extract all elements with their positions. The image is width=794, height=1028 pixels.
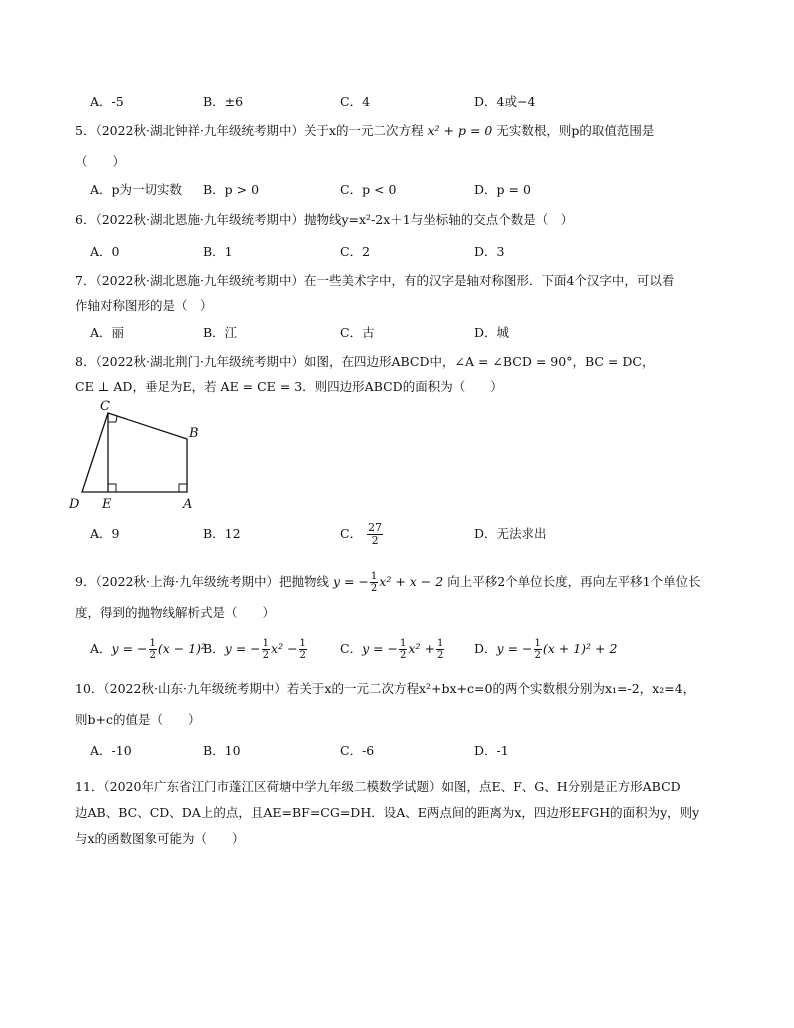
option-eq-prefix: y = − [496, 641, 533, 656]
q8-option-b[interactable]: B．12 [203, 526, 241, 541]
q7-stem-line1: 7．（2022秋·湖北恩施·九年级统考期中）在一些美术字中，有的汉字是轴对称图形．下面4个汉字中，可以看 [75, 273, 675, 288]
label-a: A [183, 497, 193, 512]
q5-stem [75, 123, 654, 139]
fraction-denominator: 2 [262, 650, 270, 661]
option-eq-suffix: (x + 1)² + 2 [542, 641, 618, 656]
quadrilateral-abcd [82, 413, 187, 492]
q7-option-a[interactable]: A．丽 [90, 325, 125, 340]
option-fraction-2 [299, 638, 307, 661]
fraction-denominator: 2 [149, 650, 156, 661]
q9-eq-prefix: y = − [332, 574, 369, 589]
q8-option-c-fraction [367, 522, 383, 547]
fraction-numerator: 1 [534, 638, 541, 649]
q9-option-a[interactable] [90, 634, 206, 664]
option-fraction-2 [436, 638, 444, 661]
q7-option-b[interactable]: B．江 [203, 325, 238, 340]
option-label: D． [474, 641, 497, 656]
fraction-numerator: 1 [400, 638, 407, 649]
option-eq-suffix: x² − [271, 641, 298, 656]
q4-option-b[interactable]: B．±6 [203, 94, 244, 109]
q5-stem-text: 5．（2022秋·湖北钟祥·九年级统考期中）关于x的一元二次方程 [75, 123, 424, 138]
label-c: C [100, 399, 110, 414]
q7-stem-line2: 作轴对称图形的是（ ） [75, 298, 213, 313]
q8-stem-line1: 8．（2022秋·湖北荆门·九年级统考期中）如图，在四边形ABCD中，∠A = ∠BCD = 90°，BC = DC， [75, 354, 655, 369]
fraction-numerator: 1 [436, 638, 444, 649]
option-fraction [534, 638, 542, 661]
fraction-numerator: 27 [368, 521, 383, 534]
option-label: C． [340, 641, 363, 656]
q5-option-a[interactable]: A．p为一切实数 [90, 182, 183, 197]
q9-eq-fraction [370, 571, 378, 594]
q4-option-c[interactable]: C．4 [340, 94, 371, 109]
q5-stem-tail: 无实数根，则p的取值范围是 [496, 123, 655, 138]
q6-option-a[interactable]: A．0 [90, 244, 120, 259]
q7-option-c[interactable]: C．古 [340, 325, 375, 340]
q8-option-c[interactable] [340, 517, 384, 551]
q9-stem-line2: 度，得到的抛物线解析式是（ ） [75, 605, 276, 620]
q8-option-c-label: C． [340, 526, 363, 541]
q8-option-a[interactable]: A．9 [90, 526, 120, 541]
q6-stem: 6．（2022秋·湖北恩施·九年级统考期中）抛物线y=x²-2x＋1与坐标轴的交点个数是（ ） [75, 212, 574, 227]
fraction-denominator: 2 [534, 650, 541, 661]
q6-option-c[interactable]: C．2 [340, 244, 371, 259]
q4-option-d[interactable]: D．4或−4 [474, 94, 536, 109]
fraction-numerator: 1 [299, 638, 306, 649]
fraction-denominator: 2 [299, 650, 306, 661]
q11-stem-line2: 边AB、BC、CD、DA上的点，且AE=BF=CG=DH．设A、E两点间的距离为x，四边形EFGH的面积为y，则y [75, 805, 700, 820]
option-eq-prefix: y = − [224, 641, 261, 656]
option-eq-prefix: y = − [362, 641, 399, 656]
q11-stem-line1: 11．（2020年广东省江门市蓬江区荷塘中学九年级二模数学试题）如图，点E、F、G、H分别是正方形ABCD [75, 779, 681, 794]
q9-option-d[interactable] [474, 634, 617, 664]
q10-option-b[interactable]: B．10 [203, 743, 241, 758]
option-label: A． [90, 641, 112, 656]
q5-answer-blank: （ ） [75, 154, 126, 169]
q4-option-a[interactable]: A．-5 [90, 94, 124, 109]
q11-stem-line3: 与x的函数图象可能为（ ） [75, 831, 245, 846]
q10-option-c[interactable]: C．-6 [340, 743, 375, 758]
q8-stem-line2: CE ⊥ AD，垂足为E，若 AE = CE = 3．则四边形ABCD的面积为（ ） [75, 379, 503, 394]
fraction-numerator: 1 [262, 638, 270, 649]
label-b: B [189, 426, 199, 441]
q5-option-c[interactable]: C．p < 0 [340, 182, 397, 197]
q7-option-d[interactable]: D．城 [474, 325, 510, 340]
option-eq-suffix: (x − 1)² [157, 641, 207, 656]
option-label: B． [203, 641, 225, 656]
q10-option-d[interactable]: D．-1 [474, 743, 509, 758]
right-angle-e [108, 484, 116, 492]
option-fraction [262, 638, 270, 661]
q9-option-b[interactable] [203, 634, 308, 664]
fraction-denominator: 2 [436, 650, 444, 661]
q10-option-a[interactable]: A．-10 [90, 743, 132, 758]
option-eq-suffix: x² + [408, 641, 435, 656]
fraction-denominator: 2 [370, 583, 378, 594]
fraction-numerator: 1 [149, 638, 156, 649]
q10-stem-line1: 10．（2022秋·山东·九年级统考期中）若关于x的一元二次方程x²+bx+c=0的两个实数根分别为x₁=-2，x₂=4， [75, 681, 696, 696]
q5-option-d[interactable]: D．p = 0 [474, 182, 531, 197]
right-angle-a [179, 484, 187, 492]
q9-eq-suffix: x² + x − 2 [379, 574, 444, 589]
q9-stem-text: 9．（2022秋·上海·九年级统考期中）把抛物线 [75, 574, 329, 589]
fraction-denominator: 2 [400, 650, 407, 661]
option-fraction [149, 638, 157, 661]
q6-option-d[interactable]: D．3 [474, 244, 505, 259]
right-angle-c [108, 416, 117, 422]
label-e: E [102, 497, 112, 512]
q9-option-c[interactable] [340, 634, 445, 664]
q9-stem-tail: 向上平移2个单位长度，再向左平移1个单位长 [447, 574, 701, 589]
label-d: D [69, 497, 80, 512]
fraction-denominator: 2 [371, 534, 379, 547]
q5-option-b[interactable]: B．p > 0 [203, 182, 260, 197]
quadrilateral-figure [66, 396, 206, 514]
q9-stem-line1 [75, 567, 701, 597]
q10-stem-line2: 则b+c的值是（ ） [75, 712, 201, 727]
fraction-numerator: 1 [370, 571, 378, 582]
q6-option-b[interactable]: B．1 [203, 244, 233, 259]
option-fraction [399, 638, 407, 661]
q5-equation: x² + p = 0 [427, 123, 493, 138]
option-eq-prefix: y = − [111, 641, 148, 656]
q8-option-d[interactable]: D．无法求出 [474, 526, 547, 541]
